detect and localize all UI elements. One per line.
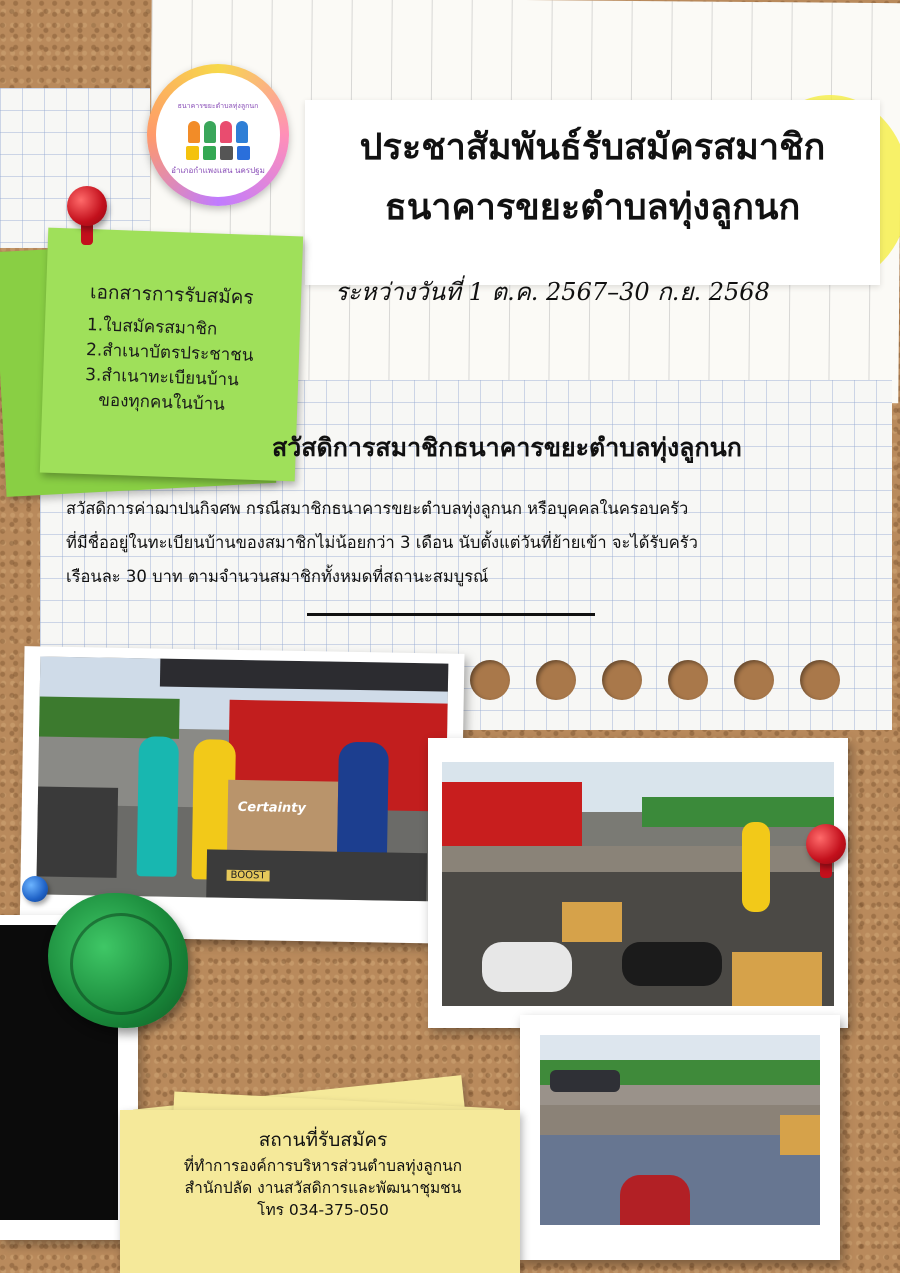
box-label: Certainty [237,799,307,817]
venue-phone: โทร 034-375-050 [257,1201,389,1219]
welfare-title: สวัสดิการสมาชิกธนาคารขยะตำบลทุ่งลูกนก [272,433,742,462]
documents-item: 1.ใบสมัครสมาชิก [86,315,218,340]
photo-3 [540,1035,820,1225]
welfare-line: สวัสดิการค่าฌาปนกิจศพ กรณีสมาชิกธนาคารขยะตำบลทุ่งลูกนก หรือบุคคลในครอบครัว [66,499,689,518]
welfare-line: เรือนละ 30 บาท ตามจำนวนสมาชิกทั้งหมดที่สถานะสมบูรณ์ [66,567,489,586]
logo [147,64,289,206]
box-label-2: BOOST [227,870,270,882]
documents-item: 2.สำเนาบัตรประชาชน [85,340,254,366]
documents-title: เอกสารการรับสมัคร [89,281,254,309]
photo-frame-3 [520,1015,840,1260]
logo-inner [156,73,280,197]
blue-pin-icon [22,876,48,902]
venue-block [128,1125,518,1221]
page-title-line2: ธนาคารขยะตำบลทุ่งลูกนก [384,187,801,228]
date-range: ระหว่างวันที่ 1 ต.ค. 2567–30 ก.ย. 2568 [335,278,770,306]
documents-item: 3.สำเนาทะเบียนบ้าน [84,365,240,391]
photo-2 [442,762,834,1006]
venue-title: สถานที่รับสมัคร [258,1129,388,1151]
documents-item: ของทุกคนในบ้าน [98,390,226,415]
venue-line2: สำนักปลัด งานสวัสดิการและพัฒนาชุมชน [184,1179,462,1197]
photo-frame-2 [428,738,848,1028]
welfare-line: ที่มีชื่ออยู่ในทะเบียนบ้านของสมาชิกไม่น้อยกว่า 3 เดือน นับตั้งแต่วันที่ย้ายเข้า จะได้รับครัว [66,533,698,552]
red-pin-icon [67,186,107,226]
logo-people-icon [188,121,248,143]
photo-1 [36,656,448,901]
venue-line1: ที่ทำการองค์การบริหารส่วนตำบลทุ่งลูกนก [183,1157,463,1175]
welfare-text [66,492,856,594]
logo-top-text: ธนาคารขยะตำบลทุ่งลูกนก [177,101,259,110]
logo-bottom-text: อำเภอกำแพงแสน นครปฐม [171,165,265,175]
red-pin-icon [806,824,846,864]
grid-paper-left [0,88,150,248]
page-title-line1: ประชาสัมพันธ์รับสมัครสมาชิก [359,127,826,168]
documents-sticky-note [40,228,303,482]
logo-bins-icon [186,146,250,160]
paper-holes [470,660,840,700]
documents-list [84,313,300,420]
divider [307,613,595,616]
title-card [305,100,880,285]
